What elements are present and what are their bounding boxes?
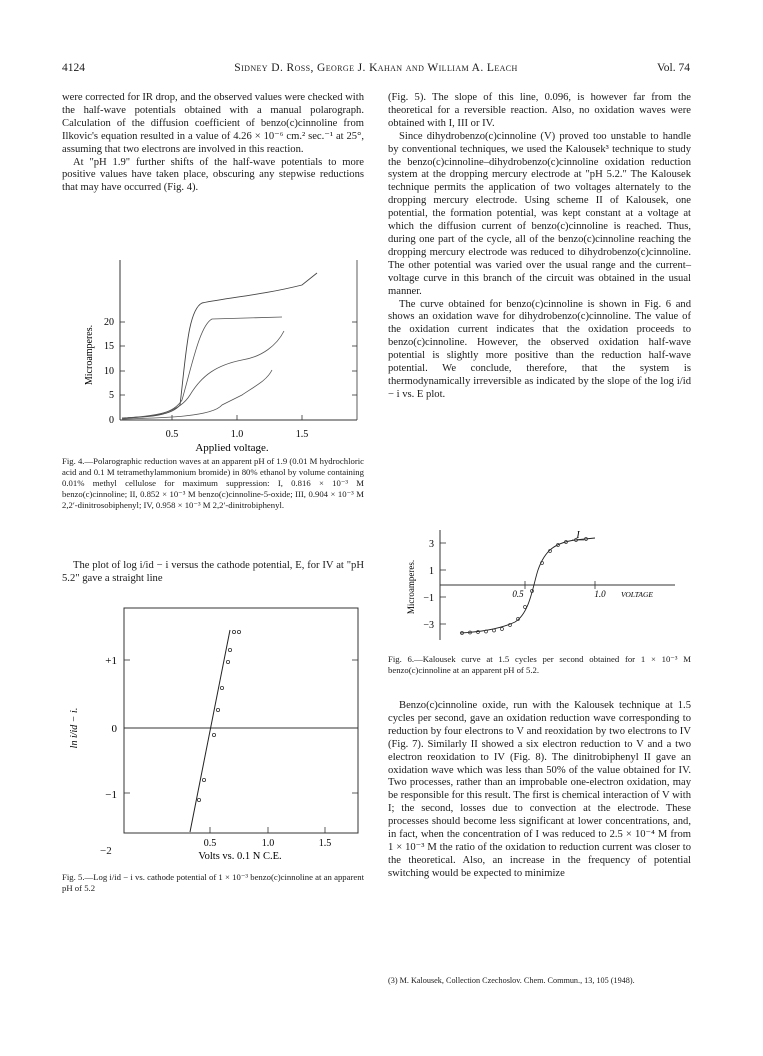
fig6-caption: Fig. 6.—Kalousek curve at 1.5 cycles per second obtained for 1 × 10⁻³ M benzo(c)cinnoline at an apparent pH of 5.2. xyxy=(388,654,691,676)
paragraph: (Fig. 5). The slope of this line, 0.096, is however far from the theoretical for a reversible reaction. Also, no oxidation waves were obtained with I, III or IV. xyxy=(388,92,691,129)
paragraph: were corrected for IR drop, and the observed values were checked with the half-wave potentials obtained with a manual polarograph. Calculation of the diffusion coefficient of benzo(c)cinnoline from Ilkovic's equation resulted in a value of 4.26 × 10⁻⁶ cm.² sec.⁻¹ at 25°, assuming that two electrons are involved in this reaction. xyxy=(62,92,364,155)
left-column-mid xyxy=(62,560,364,586)
fig5-xtick: 1.0 xyxy=(261,838,275,849)
fig6-ytick: 1 xyxy=(429,566,434,577)
fig5-frame xyxy=(124,608,358,833)
fig6-ytick: −1 xyxy=(423,593,434,604)
fig4-curve-I xyxy=(122,273,317,418)
right-column-bottom xyxy=(388,700,691,881)
paragraph: At "pH 1.9" further shifts of the half-wave potentials to more positive values have taken place, obscuring any stepwise reductions that may have occurred (Fig. 4). xyxy=(62,156,364,194)
fig6-xtick: 1.0 xyxy=(594,589,606,599)
fig4-curve-III xyxy=(122,331,284,418)
fig4-ylabel: Microamperes. xyxy=(84,324,95,386)
fig4-ytick: 10 xyxy=(104,366,114,377)
paragraph: Benzo(c)cinnoline oxide, run with the Kalousek technique at 1.5 cycles per second, gave an oxidation reduction wave corresponding to reduction by four electrons to V and reoxidation by two electrons to IV (Fig. 7). Similarly II showed a six electron reduction to V and a two electron reoxidation to IV (Fig. 8). The dinitrobiphenyl II gave an oxidation wave which was less than 50% of the value obtained for IV. Two processes, rather than an improbable one-electron oxidation, may be responsible for this result. The first is chemical interaction of V with I; the second, losses due to convection at the electrode. These processes should become less significant at lower concentrations, and, in fact, when the concentration of I was reduced to 2.5 × 10⁻⁴ M from 1 × 10⁻³ M the ratio of the oxidation to reduction current was closer to the theoretical. Also, an increase in the frequency of potential switching would be expected to minimize xyxy=(388,700,691,879)
figure-6 xyxy=(400,525,680,645)
fig4-xtick: 1.0 xyxy=(230,429,244,440)
fig5-ytick: −1 xyxy=(105,789,117,801)
fig4-xlabel: Applied voltage. xyxy=(195,442,269,454)
fig4-ytick: 20 xyxy=(104,317,114,328)
fig6-curve-label: I xyxy=(576,530,580,541)
fig5-ylabel: ln i/id − i. xyxy=(69,707,80,749)
fig4-curve-II xyxy=(122,317,282,418)
paragraph: The plot of log i/id − i versus the cathode potential, E, for IV at "pH 5.2" gave a straight line xyxy=(62,560,364,584)
paragraph: Since dihydrobenzo(c)cinnoline (V) proved too unstable to handle by conventional techniques, we used the Kalousek³ technique to study the benzo(c)cinnoline–dihydrobenzo(c)cinnoline oxidation reduction system at the dropping mercury electrode at "pH 5.2." The Kalousek technique permits the application of two voltages alternately to the dropping mercury electrode. Using scheme II of Kalousek, one potential, the formation potential, was kept constant at a voltage at which the diffusion current of benzo(c)cinnoline is reached. Thus, during one part of the cycle, all of the benzo(c)cinnoline reaching the dropping mercury electrode was reduced to dihydrobenzo(c)cinnoline. The other potential was varied over the usual range and the current–voltage curve in this branch of the circuit was obtained in the usual manner. xyxy=(388,130,691,297)
fig4-curve-IV xyxy=(122,370,272,419)
running-authors: Sidney D. Ross, George J. Kahan and William A. Leach xyxy=(234,62,518,74)
fig6-axis-note: VOLTAGE xyxy=(621,590,653,599)
footnote: (3) M. Kalousek, Collection Czechoslov. Chem. Commun., 13, 105 (1948). xyxy=(388,976,635,985)
fig6-ylabel: Microamperes. xyxy=(406,559,416,615)
fig4-caption: Fig. 4.—Polarographic reduction waves at an apparent pH of 1.9 (0.01 M hydrochloric acid and 0.1 M tetramethylammonium bromide) in 80% ethanol by volume containing 0.01% methyl cellulose for maximum suppression: I, 0.816 × 10⁻³ M benzo(c)cinnoline; II, 0.852 × 10⁻³ M benzo(c)cinnoline-5-oxide; III, 0.904 × 10⁻³ M 2,2′-dinitrosobiphenyl; IV, 0.958 × 10⁻³ M 2,2′-dinitrobiphenyl. xyxy=(62,456,364,511)
right-column-top xyxy=(388,92,691,402)
fig4-ytick: 5 xyxy=(109,390,114,401)
fig6-xtick: 0.5 xyxy=(512,589,524,599)
fig5-xtick: 1.5 xyxy=(318,838,332,849)
volume-label: Vol. 74 xyxy=(656,62,690,74)
figure-5 xyxy=(62,600,364,865)
fig5-ytick-minus2: −2 xyxy=(100,845,112,857)
fig6-ytick: −3 xyxy=(423,620,434,631)
fig4-ytick: 15 xyxy=(104,341,114,352)
fig5-xlabel: Volts vs. 0.1 N C.E. xyxy=(198,851,282,862)
page-number: 4124 xyxy=(62,62,85,74)
fig5-xtick: 0.5 xyxy=(203,838,217,849)
fig5-fit-line xyxy=(190,630,230,832)
fig4-ytick: 0 xyxy=(109,415,114,426)
left-column-top xyxy=(62,92,364,195)
fig5-ytick: 0 xyxy=(111,723,117,735)
fig5-caption: Fig. 5.—Log i/id − i vs. cathode potential of 1 × 10⁻³ benzo(c)cinnoline at an apparent pH of 5.2 xyxy=(62,872,364,894)
paragraph: The curve obtained for benzo(c)cinnoline is shown in Fig. 6 and shows an oxidation wave for dihydrobenzo(c)cinnoline. The value of the oxidation current indicates that the oxidation proceeds to benzo(c)cinnoline. However, the observed oxidation half-wave potential is slightly more positive than the reduction half-wave potential. We conclude, therefore, that the system is thermodynamically irreversible as indicated by the slope of the log i/id − i vs. E plot. xyxy=(388,298,691,400)
figure-4 xyxy=(62,255,364,455)
fig4-xtick: 1.5 xyxy=(295,429,309,440)
fig6-ytick: 3 xyxy=(429,539,434,550)
fig5-ytick: +1 xyxy=(105,655,117,667)
fig4-xtick: 0.5 xyxy=(165,429,179,440)
